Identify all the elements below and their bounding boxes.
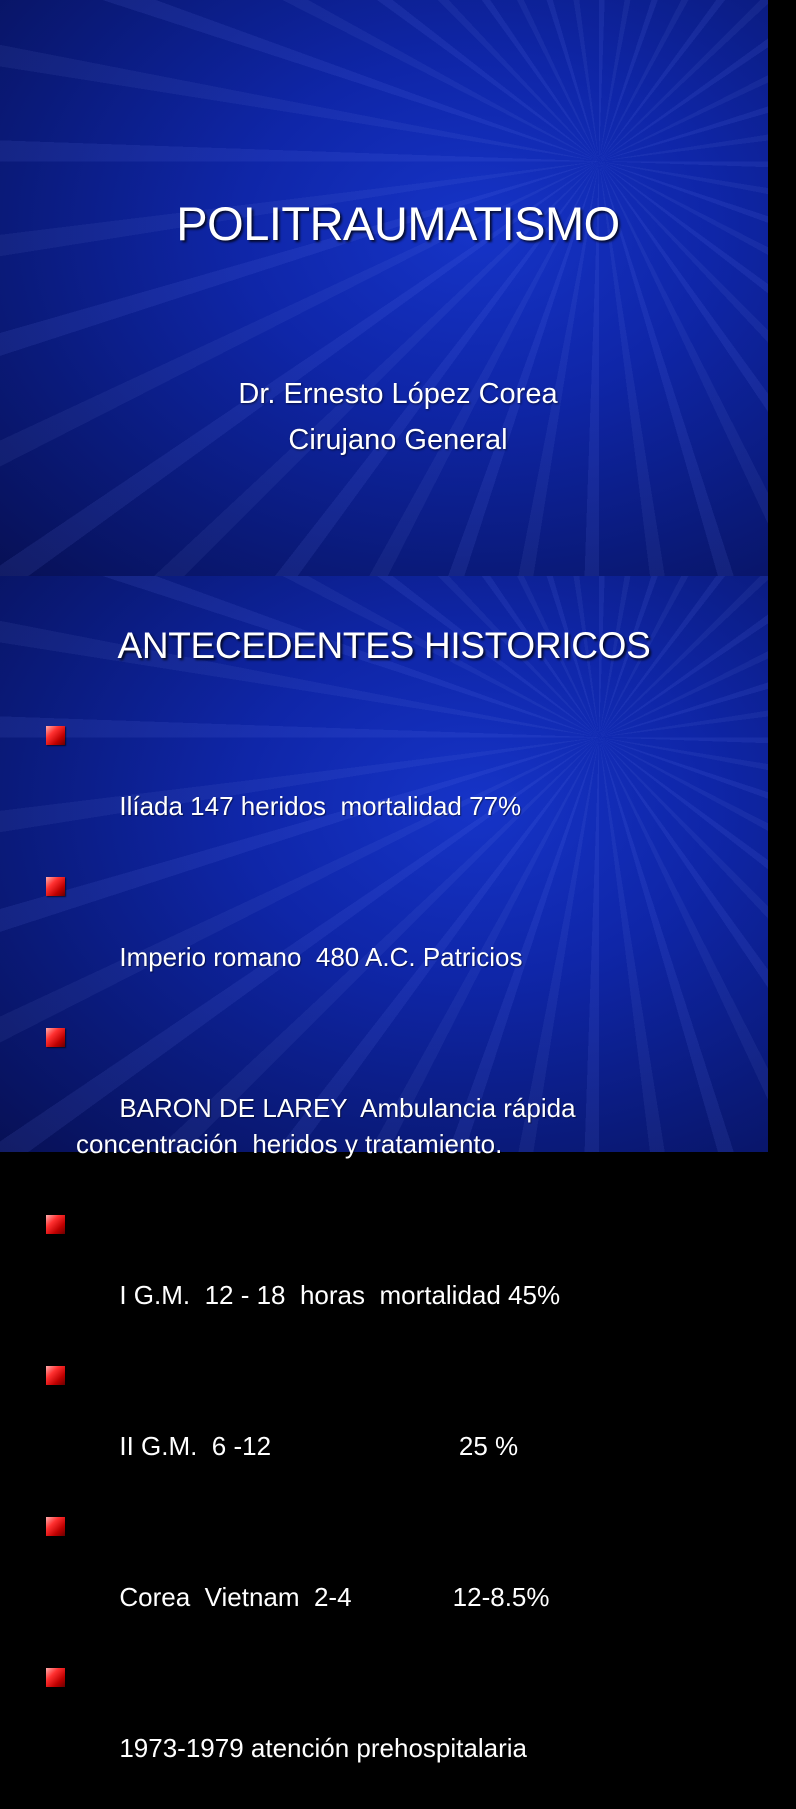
bullet-text: BARON DE LAREY Ambulancia rápida bbox=[119, 1093, 576, 1123]
bullet-list bbox=[46, 716, 746, 1809]
bullet-item bbox=[46, 1658, 746, 1802]
red-square-bullet-icon bbox=[46, 1366, 65, 1385]
slide-heading: ANTECEDENTES HISTORICOS bbox=[117, 625, 651, 666]
red-square-bullet-icon bbox=[46, 1028, 65, 1047]
red-square-bullet-icon bbox=[46, 1517, 65, 1536]
bullet-text: Imperio romano 480 A.C. Patricios bbox=[119, 942, 523, 972]
slide-title-heading: POLITRAUMATISMO bbox=[176, 197, 620, 250]
red-square-bullet-icon bbox=[46, 877, 65, 896]
bullet-item bbox=[46, 716, 746, 860]
slide-title bbox=[0, 0, 768, 576]
bullet-text: II G.M. 6 -12 25 % bbox=[119, 1431, 519, 1461]
author-role: Cirujano General bbox=[288, 424, 508, 456]
bullet-item bbox=[46, 1018, 746, 1198]
bullet-item bbox=[46, 1507, 746, 1651]
bullet-text: I G.M. 12 - 18 horas mortalidad 45% bbox=[119, 1280, 561, 1310]
red-square-bullet-icon bbox=[46, 726, 65, 745]
bullet-text-continuation: concentración heridos y tratamiento. bbox=[76, 1129, 503, 1159]
slide-antecedentes bbox=[0, 576, 768, 1763]
red-square-bullet-icon bbox=[46, 1215, 65, 1234]
red-square-bullet-icon bbox=[46, 1668, 65, 1687]
bullet-text: 1973-1979 atención prehospitalaria bbox=[119, 1733, 527, 1763]
bullet-text: Ilíada 147 heridos mortalidad 77% bbox=[119, 791, 522, 821]
bullet-item bbox=[46, 1205, 746, 1349]
bullet-item bbox=[46, 867, 746, 1011]
author-name: Dr. Ernesto López Corea bbox=[238, 378, 558, 410]
bullet-item bbox=[46, 1356, 746, 1500]
bullet-text: Corea Vietnam 2-4 12-8.5% bbox=[119, 1582, 550, 1612]
